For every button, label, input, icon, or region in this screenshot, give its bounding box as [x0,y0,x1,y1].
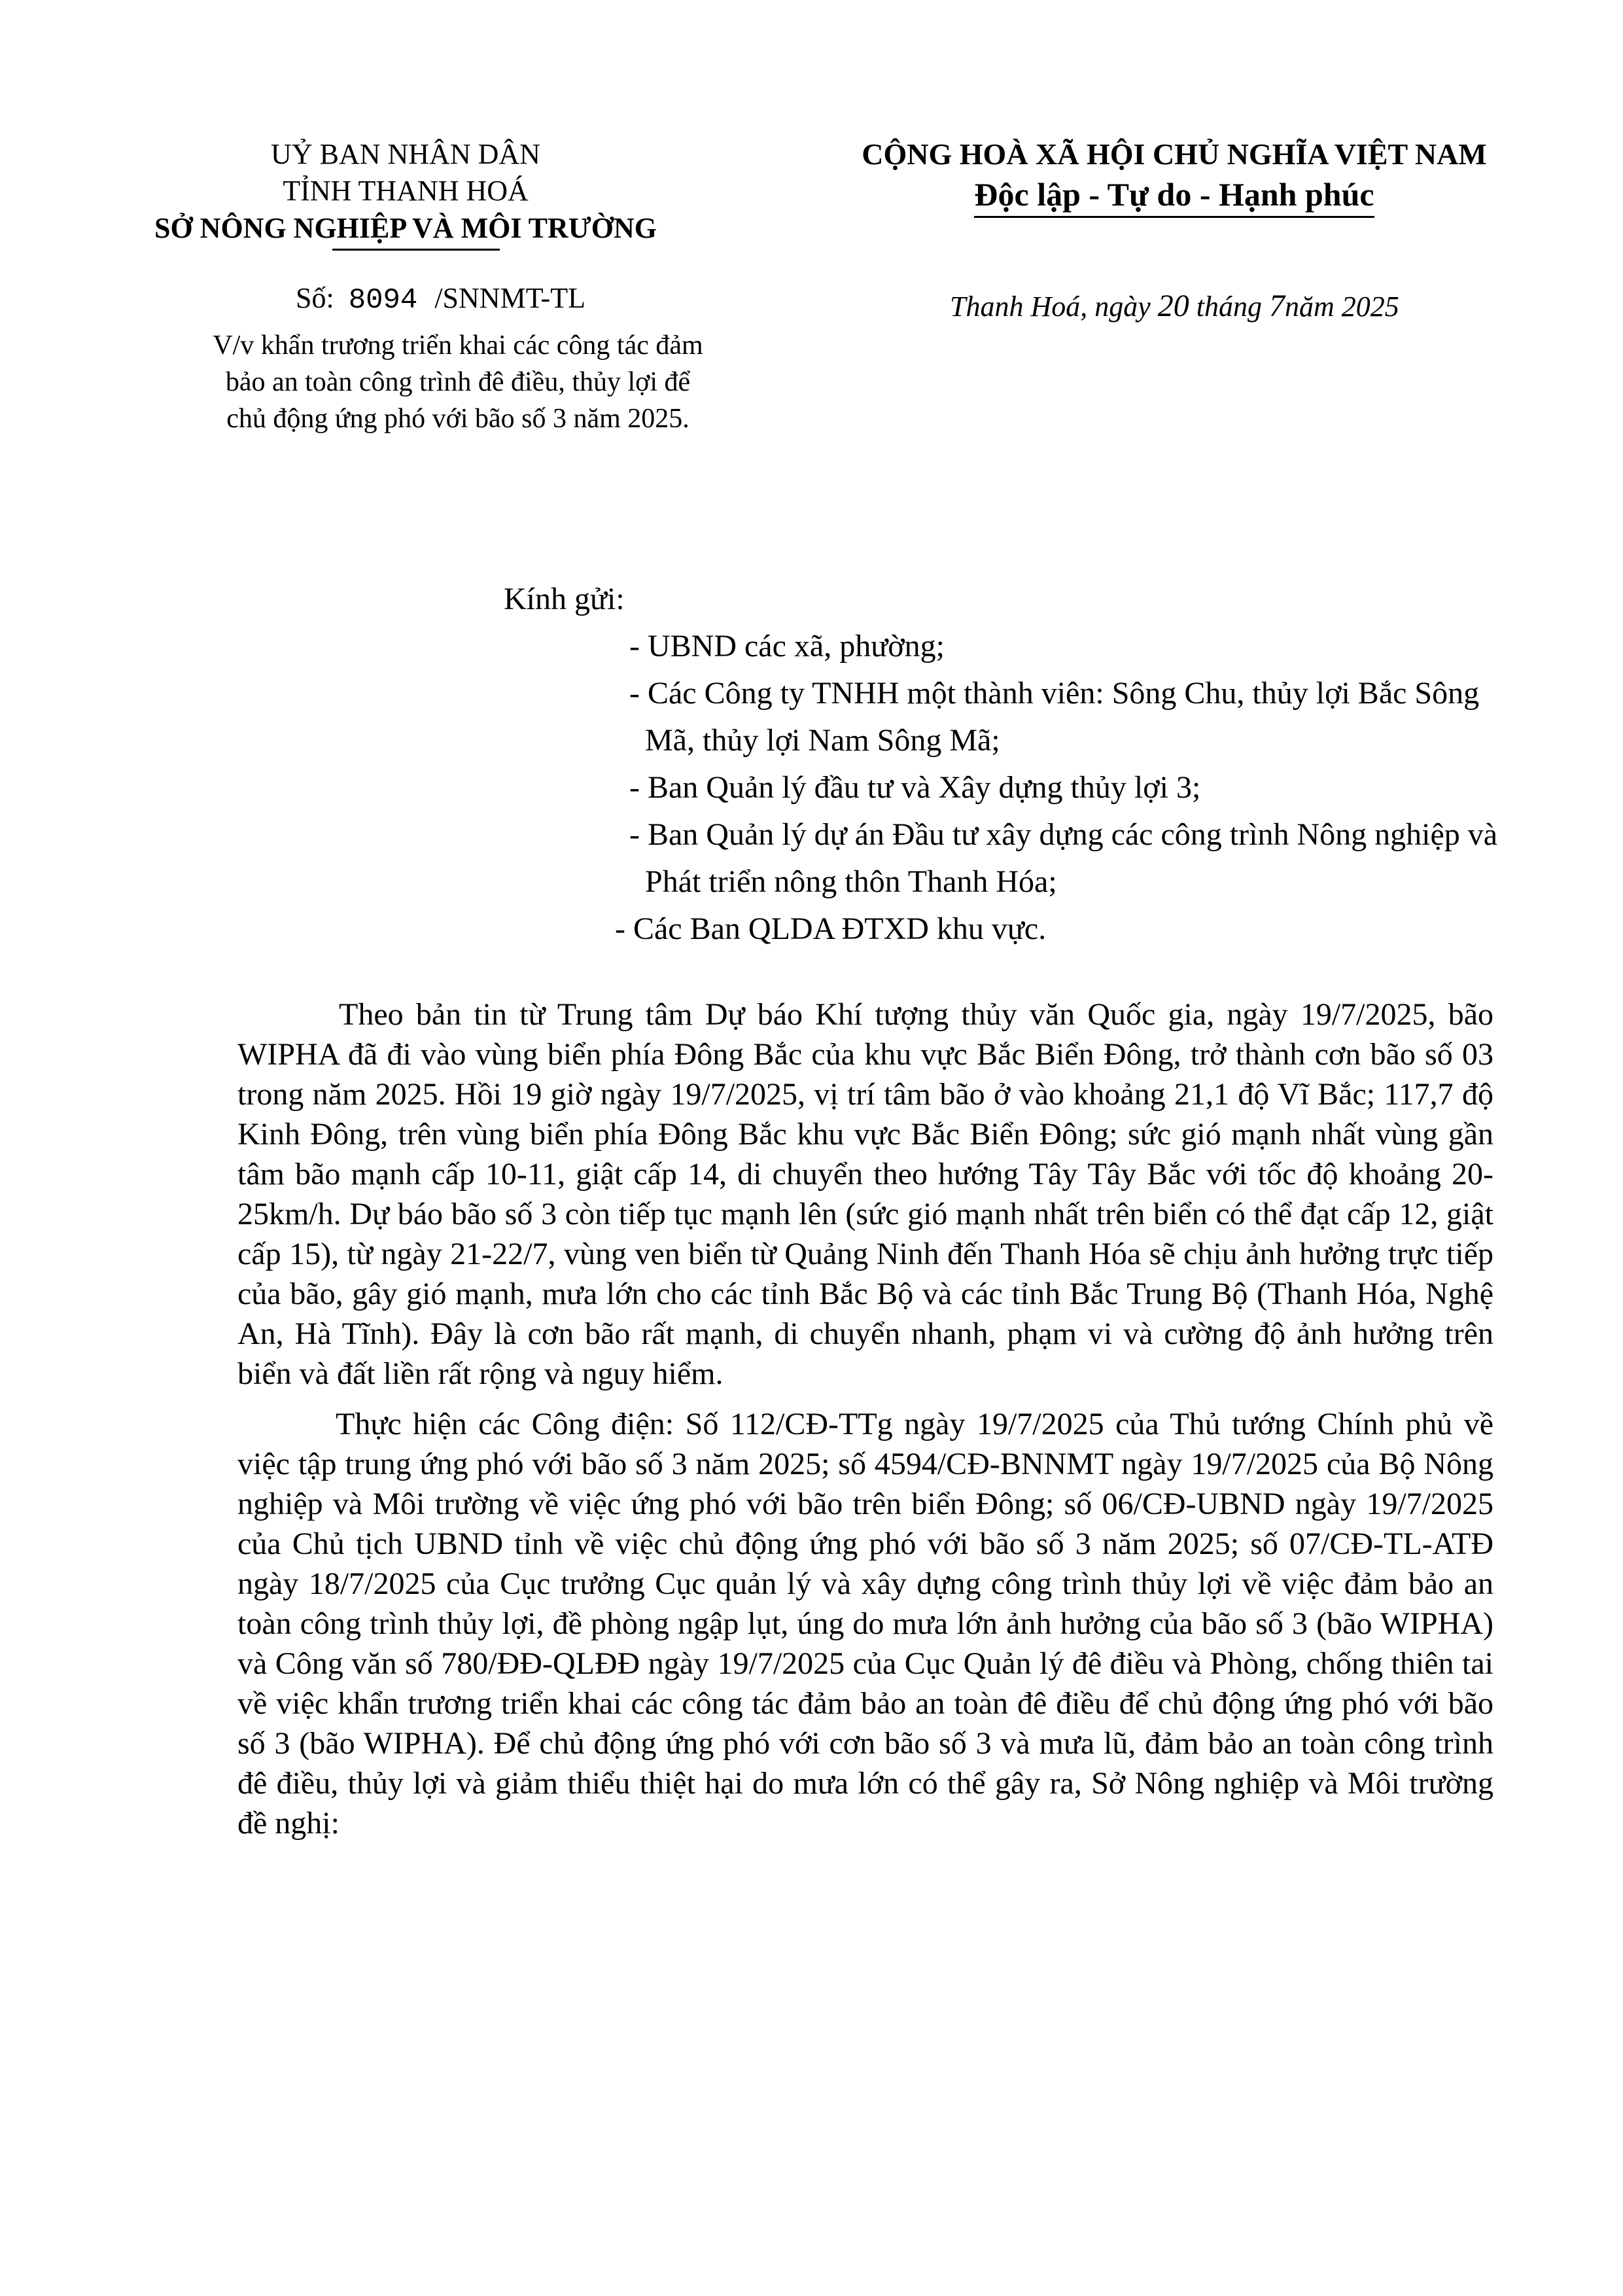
agency-line-1: UỶ BAN NHÂN DÂN [271,138,540,170]
agency-line-2: TỈNH THANH HOÁ [283,175,529,207]
recipient-item: - Ban Quản lý dự án Đầu tư xây dựng các công trình Nông nghiệp và Phát triển nông thôn Thanh Hóa; [629,817,1498,899]
date-line [950,288,1399,325]
document-number-suffix: /SNNMT-TL [434,282,585,314]
body-paragraph-1: Theo bản tin từ Trung tâm Dự báo Khí tượng thủy văn Quốc gia, ngày 19/7/2025, bão WIPHA đã đi vào vùng biển phía Đông Bắc của khu vực Bắc Biển Đông, trở thành cơn bão số 03 trong năm 2025. Hồi 19 giờ ngày 19/7/2025, vị trí tâm bão ở vào khoảng 21,1 độ Vĩ Bắc; 117,7 độ Kinh Đông, trên vùng biển phía Đông Bắc khu vực Bắc Biển Đông; sức gió mạnh nhất vùng gần tâm bão mạnh cấp 10-11, giật cấp 14, di chuyển theo hướng Tây Tây Bắc với tốc độ khoảng 20-25km/h. Dự báo bão số 3 còn tiếp tục mạnh lên (sức gió mạnh nhất trên biển có thể đạt cấp 12, giật cấp 15), từ ngày 21-22/7, vùng ven biển từ Quảng Ninh đến Thanh Hóa sẽ chịu ảnh hưởng trực tiếp của bão, gây gió mạnh, mưa lớn cho các tỉnh Bắc Bộ và các tỉnh Bắc Trung Bộ (Thanh Hóa, Nghệ An, Hà Tĩnh). Đây là cơn bão rất mạnh, di chuyển nhanh, phạm vi và cường độ ảnh hưởng trên biển và đất liền rất rộng và nguy hiểm. [237,997,1493,1391]
recipients-title: Kính gửi: [504,582,625,616]
agency-underline [332,249,500,251]
motto: Độc lập - Tự do - Hạnh phúc [974,173,1374,218]
recipient-item: - Các Công ty TNHH một thành viên: Sông Chu, thủy lợi Bắc Sông Mã, thủy lợi Nam Sông Mã; [629,676,1480,758]
date-day: 20 [1157,289,1189,323]
subject-line-3: chủ động ứng phó với bão số 3 năm 2025. [226,404,689,434]
body-paragraph-2: Thực hiện các Công điện: Số 112/CĐ-TTg ngày 19/7/2025 của Thủ tướng Chính phủ về việc tập trung ứng phó với bão số 3 năm 2025; số 4594/CĐ-BNNMT ngày 19/7/2025 của Bộ Nông nghiệp và Môi trường về việc ứng phó với bão trên biển Đông; số 06/CĐ-UBND ngày 19/7/2025 của Chủ tịch UBND tỉnh về việc chủ động ứng phó với bão số 3 năm 2025; số 07/CĐ-TL-ATĐ ngày 18/7/2025 của Cục trưởng Cục quản lý và xây dựng công trình thủy lợi về việc đảm bảo an toàn công trình thủy lợi, đề phòng ngập lụt, úng do mưa lớn ảnh hưởng của bão số 3 (bão WIPHA) và Công văn số 780/ĐĐ-QLĐĐ ngày 19/7/2025 của Cục Quản lý đê điều và Phòng, chống thiên tai về việc khẩn trương triển khai các công tác đảm bảo an toàn đê điều để chủ động ứng phó với bão số 3 (bão WIPHA). Để chủ động ứng phó với cơn bão số 3 và mưa lũ, đảm bảo an toàn công trình đê điều, thủy lợi và giảm thiểu thiệt hại do mưa lớn có thể gây ra, Sở Nông nghiệp và Môi trường đề nghị: [237,1407,1493,1841]
recipient-item: - Ban Quản lý đầu tư và Xây dựng thủy lợi 3; [629,770,1201,805]
agency-line-3 [131,209,680,247]
date-month: 7 [1269,289,1285,323]
date-year: năm 2025 [1285,291,1399,323]
agency-name: SỞ NÔNG NGHIỆP VÀ MÔI TRƯỜNG [154,212,657,244]
country-name: CỘNG HOÀ XÃ HỘI CHỦ NGHĨA VIỆT NAM [862,137,1487,171]
subject-line-1: V/v khẩn trương triển khai các công tác đảm [213,330,703,361]
recipient-item: - UBND các xã, phường; [629,629,945,663]
national-motto-header [824,136,1524,218]
document-body [237,995,1493,1854]
date-month-label: tháng [1196,291,1263,323]
document-number-value: 8094 [348,284,418,317]
document-number [296,280,585,319]
issuing-agency-header [131,136,680,247]
date-place: Thanh Hoá, ngày [950,291,1151,323]
document-subject [131,327,785,437]
document-number-prefix: Số: [296,282,334,314]
subject-line-2: bảo an toàn công trình đê điều, thủy lợi để [225,367,691,397]
recipients-block [504,576,1524,953]
recipient-item: - Các Ban QLDA ĐTXD khu vực. [615,911,1047,946]
